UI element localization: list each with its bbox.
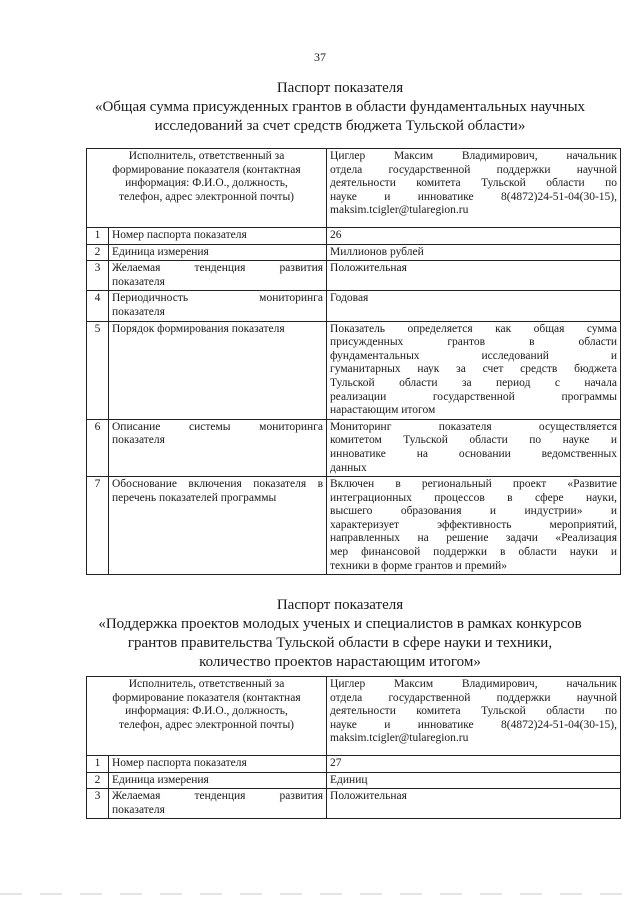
text-line: Единица измерения (112, 773, 209, 786)
row-label (109, 321, 327, 419)
passport-table (86, 148, 621, 575)
text-line: информация: Ф.И.О., должность, (125, 177, 288, 190)
email-text: maksim.tcigler@tularegion.ru (330, 732, 469, 745)
text-line: нарастающим итогом (330, 404, 436, 417)
table-row (87, 244, 621, 261)
text-line: Номер паспорта показателя (112, 229, 247, 241)
row-value (327, 756, 621, 773)
executor-label (87, 149, 327, 228)
row-value (327, 228, 621, 245)
table-row (87, 228, 621, 245)
row-value (327, 321, 621, 419)
row-label (109, 261, 327, 291)
table-row (87, 291, 621, 321)
row-number: 1 (87, 228, 109, 245)
email-text: maksim.tcigler@tularegion.ru (330, 204, 469, 217)
row-value (327, 477, 621, 575)
text-line: фундаментальных исследований и (330, 349, 617, 362)
text-line: Показатель определяется как общая сумма (330, 322, 617, 335)
text-line: Единица измерения (112, 245, 209, 258)
text-line: отдела государственной поддержки научной (330, 691, 617, 704)
row-number: 2 (87, 772, 109, 789)
row-number: 5 (87, 321, 109, 419)
text-line: Миллионов рублей (330, 245, 424, 258)
row-number: 7 (87, 477, 109, 575)
text-line: инноватике на основании ведомственных (330, 447, 617, 460)
executor-label (87, 677, 327, 756)
row-number: 3 (87, 261, 109, 291)
text-line: формирование показателя (контактная (112, 691, 301, 704)
text-line: Включен в региональный проект «Развитие (330, 478, 617, 491)
title-line: Паспорт показателя (276, 80, 404, 96)
title-line: Паспорт показателя (276, 597, 404, 613)
row-label (109, 291, 327, 321)
page-number: 37 (314, 50, 326, 64)
table-row (87, 321, 621, 419)
text-line: гуманитарных наук за счет средств бюджета (330, 363, 617, 376)
row-value (327, 261, 621, 291)
row-label (109, 244, 327, 261)
text-line: показателя (112, 803, 165, 816)
text-line: отдела государственной поддержки научной (330, 163, 617, 176)
title-line: «Общая сумма присужденных грантов в области фундаментальных научных (94, 99, 586, 115)
table-row (87, 756, 621, 773)
passport-title (60, 596, 620, 672)
row-number: 2 (87, 244, 109, 261)
text-line: показателя (112, 434, 165, 447)
text-line: Периодичность мониторинга (112, 292, 324, 305)
text-line: реализации государственной программы (330, 390, 617, 403)
executor-row (87, 149, 621, 228)
text-line: 27 (330, 757, 342, 769)
title-line: «Поддержка проектов молодых ученых и специалистов в рамках конкурсов (98, 616, 582, 632)
row-label (109, 789, 327, 819)
executor-value (327, 677, 621, 756)
text-line: Желаемая тенденция развития (112, 262, 324, 275)
text-line: Единиц (330, 773, 368, 786)
table-row (87, 789, 621, 819)
row-value (327, 772, 621, 789)
text-line: телефон, адрес электронной почты) (118, 718, 295, 731)
text-line: деятельности комитета Тульской области по (330, 177, 617, 190)
text-line: присужденных грантов в области (330, 336, 617, 349)
text-line: комитетом Тульской области по науке и (330, 434, 617, 447)
text-line: формирование показателя (контактная (112, 163, 301, 176)
text-line: Желаемая тенденция развития (112, 790, 324, 803)
row-value (327, 789, 621, 819)
text-line: Годовая (330, 292, 369, 305)
passport-table (86, 676, 621, 819)
row-value (327, 244, 621, 261)
text-line: показателя (112, 275, 165, 288)
row-label (109, 477, 327, 575)
text-line: науке и инноватике 8(4872)24-51-04(30-15), (330, 190, 617, 203)
text-line: Мониторинг показателя осуществляется (330, 420, 617, 433)
text-line: направленных на решение задачи «Реализация (330, 532, 617, 545)
text-line: Положительная (330, 790, 407, 803)
text-line: показателя (112, 305, 165, 318)
text-line: деятельности комитета Тульской области по (330, 705, 617, 718)
row-value (327, 291, 621, 321)
text-line: телефон, адрес электронной почты) (118, 190, 295, 203)
text-line: перечень показателей программы (112, 491, 277, 504)
table-row (87, 419, 621, 476)
row-number: 1 (87, 756, 109, 773)
table-row (87, 477, 621, 575)
row-number: 3 (87, 789, 109, 819)
row-number: 4 (87, 291, 109, 321)
row-label (109, 756, 327, 773)
text-line: мер финансовой поддержки в области науки и (330, 546, 617, 559)
row-label (109, 419, 327, 476)
scan-edge-artifact (0, 893, 640, 895)
text-line: Описание системы мониторинга (112, 420, 324, 433)
text-line: высшего образования и индустрии» и (330, 505, 617, 518)
text-line: 26 (330, 229, 342, 241)
row-label (109, 228, 327, 245)
row-label (109, 772, 327, 789)
text-line: данных (330, 461, 367, 474)
text-line: Исполнитель, ответственный за (128, 678, 285, 690)
text-line: Циглер Максим Владимирович, начальник (330, 150, 617, 162)
text-line: науке и инноватике 8(4872)24-51-04(30-15), (330, 718, 617, 731)
passport-title (60, 79, 620, 136)
title-line: количество проектов нарастающим итогом» (199, 654, 481, 670)
title-line: исследований за счет средств бюджета Тульской области» (154, 118, 526, 134)
text-line: интеграционных процессов в сфере науки, (330, 491, 617, 504)
title-line: грантов правительства Тульской области в сфере науки и техники, (127, 635, 553, 651)
text-line: Тульской области за период с начала (330, 376, 617, 389)
table-row (87, 772, 621, 789)
table-row (87, 261, 621, 291)
text-line: Номер паспорта показателя (112, 757, 247, 769)
text-line: Циглер Максим Владимирович, начальник (330, 678, 617, 690)
executor-row (87, 677, 621, 756)
text-line: Обоснование включения показателя в (112, 478, 324, 491)
text-line: Порядок формирования показателя (112, 322, 285, 335)
row-value (327, 419, 621, 476)
text-line: техники в форме грантов и премий» (330, 559, 508, 572)
executor-value (327, 149, 621, 228)
text-line: Исполнитель, ответственный за (128, 150, 285, 162)
text-line: Положительная (330, 262, 407, 275)
row-number: 6 (87, 419, 109, 476)
text-line: информация: Ф.И.О., должность, (125, 705, 288, 718)
text-line: характеризует эффективность мероприятий, (330, 518, 617, 531)
